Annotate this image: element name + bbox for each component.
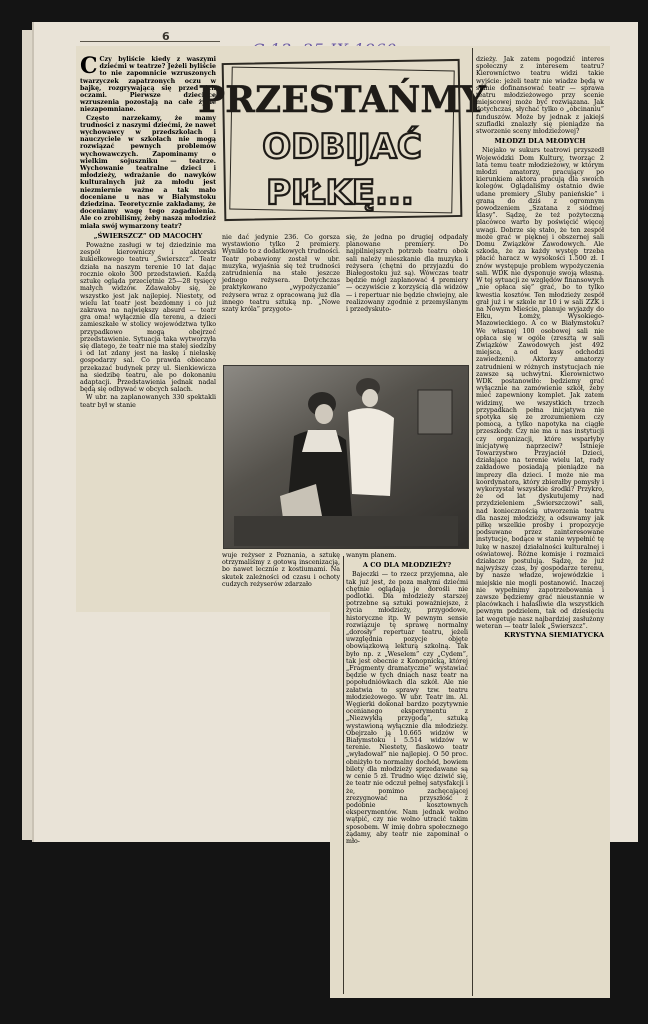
article-paragraph: Niejako w sukurs teatrowi przyszedł Wojewódzki Dom Kultury, tworząc 2 lata temu teatr młodzieżowy, w którym młodzi amatorzy, pracujący po kierunkiem aktora pracują dla swoich kolegów. Oglądaliśmy ostatnio dwie udane premiery „Śluby panieńskie” i graną do dziś z ogromnym powodzeniem „Szatana z siódmej klasy”. Sądzę, że też pożyteczną placówce warto by poświęcić więcej uwagi. Dobrze się stało, że ten zespół może grać w pięknej i obszernej sali Domu Związków Zawodowych. Ale szkoda, że za każdy występ trzeba płacić haracz w wysokości 1.500 zł. I znów występuje problem wypożyczenia sali. WDK nie dysponuje swoją własną. W tej sytuacji ze względów finansowych „nie opłaca się” grać, bo to tylko kwestia kosztów. Ten młodzieży zespół grał już i w szkole nr 10 i w sali ZZK i na Nowym Mieście, planuje wyjazdy do Ełku, Łomży, Wysokiego-Mazowieckiego. A co w Białymstoku? We własnej 100 osobowej sali nie opłaca się w ogóle (zresztą w sali Związków Zawodowych jest 492 miejsca, a od kasy odchodzi zawiedzeni). Aktorzy amatorzy zatrudnieni w różnych instytucjach nie zawsze są uchwytni. Kierownictwo WDK postanowiło: będziemy grać wyłącznie na zamówienie szkół, żeby mieć zapewniony komplet. Jak zatem widzimy, we wszystkich trzech przypadkach pełna inicjatywa nie spotyka się ze zrozumieniem czy pomocą, a tylko napotyka na ciągłe przeszkody. Czy nie ma u nas instytucji czy organizacji, które wsparłyby inicjatywę naprzeciw? Istnieje Towarzystwo Przyjaciół Dzieci, działające na terenie wielu lat, rady zakładowe posiadają pieniądze na imprezy dla dzieci. I może nie ma koordynatora, który zbierałby pomysły i wykorzystał wszystkie środki? Przykro, że od lat dyskutujemy nad przydzieleniem „Świerszczowi” sali, nad koniecznością utworzenia teatru dla naszej młodzieży, a odsuwamy jak piłkę wszelkie prośby i propozycje podsuwane przez zainteresowane instytucje, bodące w stanie wypełnić tę lukę w naszej działalności kulturalnej i oświatowej. Różne komisje i rozmaici działacze postulują. Sądzę, że już najwyższy czas, by gospodarze terenu, by nasze władze, wojewódzkie i miejskie nie mogli postanowić. Inaczej nie wypełnimy zapotrzebowania i zawsze będziemy grać nieustannie w placówkach i hałaśliwie dla wszystkich pewnym podzielem, tak od dziesięciu lat wegetuje nasz najbardziej zasłużony weteran — teatr lalek „Świerszcz”. bbox=[476, 147, 604, 630]
article-paragraph: Poważne zasługi w tej dziedzinie ma zespół kierowniczy i aktorski kukiełkowego teatru „Świerszcz”. Teatr działa na naszym terenie 10 lat dając rocznie około 300 przedstawień. Każdą sztukę ogląda przeciętnie 25—28 tysięcy małych widzów. Zdawałoby się, że wszystko jest jak najlepiej. Niestety, od wielu lat teatr jest bezdomny i co już zakrawa na największy absurd — teatr gra oma! wyłącznie dla terenu, a dzieci zamieszkałe w stolicy województwa tylko przypadkowo mogą obejrzeć przedstawienie. Sytuacja taka wytworzyła się dlatego, że teatr nie ma stałej siedziby i od lat zdany jest na łaskę i niełaskę gospodarzy sal. Co prawda obiecano przekazać budynek przy ul. Sienkiewicza na siedzibę teatru, ale po dokonaniu adaptacji. Przedstawienia jednak nadal będą się odbywać w obcych salach. bbox=[80, 242, 216, 394]
page-number: 6 bbox=[162, 30, 170, 43]
headline-line-3: PIŁKĘ... bbox=[266, 173, 414, 213]
article-paragraph: wanym planem. bbox=[346, 552, 397, 559]
drop-cap: C bbox=[80, 53, 98, 79]
article-lead-paragraph: Często narzekamy, że mamy trudności z naszymi dziećmi, że nawet wychowawcy w przedszkolach i nauczyciele w szkołach nie mogą rozwiązać pewnych problemów wychowawczych. Zapominamy o wielkim sojuszniku — teatrze. Wychowanie teatralne dzieci i młodzieży, wdrażanie do nawyków kulturalnych już za młodu jest niezmiernie ważne a tak mało doceniane u nas w Białymstoku dziedzina. Teoretycznie zakładamy, że doceniamy wagę tego zagadnienia. Ale co zrobiliśmy, żeby nasza młodzież miała swój wymarzony teatr? bbox=[80, 114, 216, 230]
subheading-mlodziez: A CO DLA MŁODZIEŻY? bbox=[362, 561, 452, 570]
article-paragraph: Bajeczki — to rzecz przyjemna, ale tak już jest, że poza małymi dziećmi chętnie oglądają je dorośli nie podlotki. Dla młodzieży starszej potrzebne są sztuki poważniejsze, z życia młodzieży, przygodowe, historyczne itp. W pewnym sensie rozwiązuje tę sprawę normalny „dorosły” repertuar teatru, jeżeli uwzględnia pozycje objęte obowiązkową lekturą szkolną. Tak było np. z „Weselem” czy „Cydem”, tak jest obecnie z Konopnicką, której „Fragmenty dramatyczne” wystawiać będzie w tych dniach nasz teatr na popołudniówkach dla szkół. Ale nie załatwia to sprawy tzw. teatru młodzieżowego. W ubr. Teatr im. Al. Węgierki dokonał bardzo pozytywnie ocenianego eksperymentu z „Niezwykłą przygodą”, sztuką wystawioną wyłącznie dla młodzieży. Obejrzało ją 10.665 widzów w Białymstoku i 5.514 widzów w terenie. Niestety, fiaskowo teatr „wyładował” nie najlepiej. O 50 proc. obniżyło to normalny dochód, bowiem bilety dla młodzieży sprzedawane są w cenie 5 zł. Trudno więc dziwić się, że teatr nie odczuł pełnej satysfakcji i że, pomimo zachęcającej zrezygnować na przyszłość z podobnie kosztownych eksperymentów. Nam jednak wolno wątpić, czy nie wolno utracić takim sposobem. W imię dobra społecznego żądamy, aby teatr nie zapominał o mło- bbox=[346, 571, 468, 845]
column-divider bbox=[343, 556, 344, 994]
article-paragraph: W ubr. na zaplanowanych 330 spektakli teatr był w stanie bbox=[80, 394, 216, 409]
subheading-mlodzi-dla-mlodych: MŁODZI DLA MŁODYCH bbox=[494, 137, 586, 146]
article-column-4 bbox=[476, 56, 604, 994]
headline-line-2: ODBIJAĆ bbox=[262, 127, 422, 167]
headline-line-1: PRZESTAŃMY bbox=[198, 79, 486, 121]
headline-graphic bbox=[198, 60, 486, 220]
article-column-2-continued: wuje reżyser z Poznania, a sztukę otrzymaliśmy z gotową inscenizacją, bo nawet lecznie z kostiumami. Na skutek zależności od czasu i ochoty cudzych reżyserów zdarzało bbox=[222, 552, 340, 588]
article-column-3: się, że jedna po drugiej odpadały planowane premiery. Do najpilniejszych potrzeb teatru obok sali należy mieszkanie dla muzyka i reżysera (chętni do przyjazdu do Białegostoku już są). Wówczas teatr będzie mógł zaplanować 4 premiery — oczywiście z korzyścią dla widzów — i repertuar nie będzie chwiejny, ale realizowany zgodnie z przemyślanym i przedyskuto- bbox=[346, 234, 468, 314]
author-signature: KRYSTYNA SIEMIATYCKA bbox=[504, 631, 604, 640]
article-column-2: nie dać jedynie 236. Co gorsza wystawiono tylko 2 premiery. Wynikło to z dodatkowych trudności. Teatr pobawiony został w ubr. muzyka, wyjaśnia się też trudności zatrudnienia na stałe jeszcze jednego reżysera. Dotychczas praktykowano „wypożyczanie” reżysera wraz z opracowaną już dla innego teatru sztuką np. „Nowe szaty króla” przygoto- bbox=[222, 234, 340, 314]
photo-figures bbox=[224, 366, 468, 548]
article-column-1 bbox=[80, 53, 216, 610]
page-rule bbox=[80, 41, 220, 42]
column-divider bbox=[472, 48, 473, 996]
article-paragraph: dzieży. Jak zatem pogodzić interes społeczny z interesem teatru? Kierownictwo teatru widzi takie wyjście: jeżeli teatr nie wiadze będą w stanie dofinansować teatr — sprawa teatru młodzieżowego przy scenie miejscowej może być rozwiązana. Jak dotychczas, słychać tylko o „obcinaniu” funduszów. Może by jednak z jakiejś szufladki znalazły się pieniądze na stworzenie sceny młodzieżowej? bbox=[476, 56, 604, 136]
photo-children-play bbox=[223, 365, 469, 549]
article-intro: C Czy byliście kiedy z waszymi dziećmi w teatrze? Jeżeli byliście to nie zapomnicie wzruszonych twarzyczek zapatrzonych oczu w bajkę, rozgrywającą się przed ich oczami. Pierwsze dziecięce wzruszenia pozostają na całe życie niezapomniane. bbox=[80, 53, 216, 114]
subheading-swierszcz: „ŚWIERSZCZ” OD MACOCHY bbox=[93, 231, 203, 240]
article-column-3-continued bbox=[346, 552, 468, 994]
